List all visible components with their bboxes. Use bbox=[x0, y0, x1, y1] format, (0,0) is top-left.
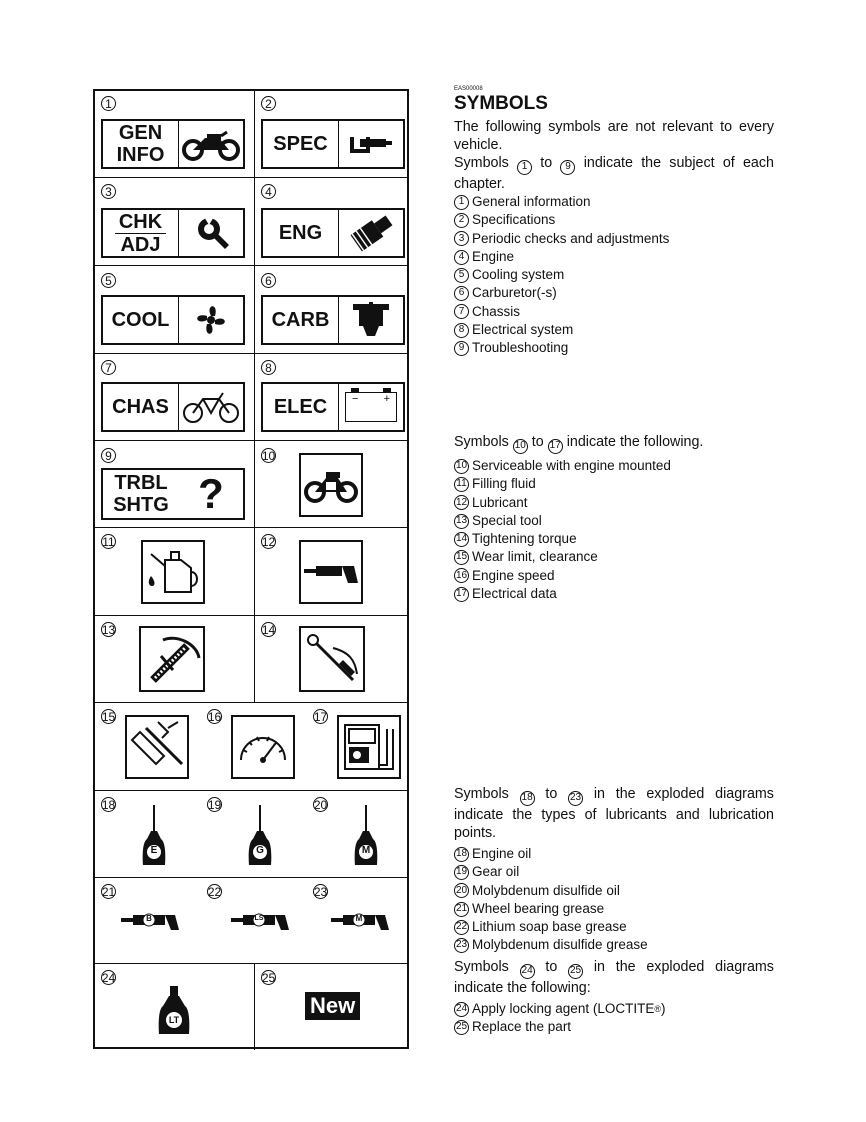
list-item bbox=[454, 845, 774, 863]
item-label: Apply locking agent (LOCTITE bbox=[472, 1001, 655, 1016]
symbol-label: COOL bbox=[111, 309, 170, 331]
part-list bbox=[454, 1000, 774, 1037]
item-label: Electrical data bbox=[472, 586, 557, 602]
symbol-row bbox=[95, 528, 407, 616]
list-item bbox=[454, 1018, 774, 1036]
para-word: to bbox=[545, 786, 558, 802]
item-number: 11 bbox=[454, 477, 469, 492]
item-number: 10 bbox=[454, 459, 469, 474]
intro-paragraph bbox=[454, 118, 774, 193]
para-word: Symbols bbox=[454, 786, 509, 802]
inline-number: 1 bbox=[517, 160, 532, 175]
list-item bbox=[454, 585, 774, 603]
list-item bbox=[454, 900, 774, 918]
list-item bbox=[454, 339, 774, 357]
new-part-badge: New bbox=[305, 992, 360, 1020]
item-label: Serviceable with engine mounted bbox=[472, 458, 671, 473]
symbol-label: SHTG bbox=[113, 494, 169, 516]
gen-info-symbol bbox=[101, 119, 245, 169]
torque-wrench-icon bbox=[299, 626, 365, 692]
cell-divider bbox=[254, 528, 255, 615]
paragraph-4 bbox=[454, 958, 774, 997]
symbol-number: 4 bbox=[261, 184, 276, 199]
molybdenum-oil-icon bbox=[353, 803, 379, 872]
list-item bbox=[454, 193, 774, 211]
symbol-label: CHAS bbox=[112, 396, 169, 418]
item-label: Molybdenum disulfide grease bbox=[472, 937, 648, 953]
item-label: Engine bbox=[472, 248, 515, 264]
grease-letter: B bbox=[146, 914, 152, 923]
symbol-number: 13 bbox=[101, 622, 116, 637]
caliper-icon bbox=[339, 121, 403, 167]
oil-letter: E bbox=[150, 845, 158, 856]
symbol-row bbox=[95, 878, 407, 964]
list-item bbox=[454, 266, 774, 284]
symbol-label: INFO bbox=[116, 144, 165, 166]
para-word: to bbox=[545, 959, 558, 975]
item-number: 16 bbox=[454, 568, 469, 583]
grease-gun-icon bbox=[299, 540, 363, 604]
symbol-label: CARB bbox=[271, 309, 330, 331]
symbol-number: 21 bbox=[101, 884, 116, 899]
paragraph-2 bbox=[454, 433, 774, 454]
symbol-number: 19 bbox=[207, 797, 222, 812]
symbol-number: 17 bbox=[313, 709, 328, 724]
item-label: Electrical system bbox=[472, 322, 574, 338]
item-label: General information bbox=[472, 194, 591, 209]
item-label: Periodic checks and adjustments bbox=[472, 230, 670, 246]
item-label: Filling fluid bbox=[472, 476, 536, 492]
item-number: 19 bbox=[454, 865, 469, 880]
symbol-row bbox=[95, 791, 407, 878]
para-word: to bbox=[531, 434, 544, 450]
symbol-number: 3 bbox=[101, 184, 116, 199]
item-label: Troubleshooting bbox=[472, 340, 569, 356]
symbol-row bbox=[95, 616, 407, 703]
para-word: Symbols bbox=[454, 155, 509, 171]
symbol-label: ENG bbox=[278, 222, 323, 244]
para-word: in the exploded diagrams indicate the following: bbox=[454, 959, 774, 996]
para-word: indicate the following. bbox=[566, 434, 704, 450]
item-number: 13 bbox=[454, 514, 469, 529]
item-number: 15 bbox=[454, 550, 469, 565]
list-item bbox=[454, 321, 774, 339]
cell-divider bbox=[254, 91, 255, 177]
fan-icon bbox=[179, 297, 243, 343]
item-number: 1 bbox=[454, 195, 469, 210]
molybdenum-grease-icon bbox=[331, 912, 393, 937]
locking-agent-icon bbox=[157, 984, 191, 1041]
trbl-shtg-symbol bbox=[101, 468, 245, 520]
cool-symbol bbox=[101, 295, 245, 345]
eng-symbol bbox=[261, 208, 405, 258]
symbol-number: 16 bbox=[207, 709, 222, 724]
list-item bbox=[454, 303, 774, 321]
lubricant-list bbox=[454, 845, 774, 955]
cell-divider bbox=[254, 616, 255, 702]
item-label: Wear limit, clearance bbox=[472, 549, 598, 565]
inline-number: 24 bbox=[520, 964, 535, 979]
symbol-label: GEN bbox=[118, 122, 163, 144]
symbol-number: 9 bbox=[101, 448, 116, 463]
item-number: 25 bbox=[454, 1020, 469, 1035]
item-tail: ) bbox=[660, 1001, 666, 1016]
wheel-bearing-grease-icon bbox=[121, 912, 183, 937]
list-item bbox=[454, 494, 774, 512]
symbol-row bbox=[95, 441, 407, 528]
carb-symbol bbox=[261, 295, 405, 345]
item-label: Replace the part bbox=[472, 1019, 572, 1035]
item-number: 5 bbox=[454, 268, 469, 283]
list-item bbox=[454, 882, 774, 900]
inline-number: 18 bbox=[520, 791, 535, 806]
item-label: Wheel bearing grease bbox=[472, 900, 605, 916]
grease-letter: LS bbox=[254, 915, 264, 922]
battery-icon bbox=[339, 384, 403, 430]
section-code: EAS00008 bbox=[454, 86, 483, 92]
grease-letter: M bbox=[355, 914, 363, 923]
para-word: to bbox=[540, 155, 553, 171]
cell-divider bbox=[254, 178, 255, 265]
symbol-label: ADJ bbox=[120, 233, 161, 256]
symbol-row bbox=[95, 354, 407, 441]
item-label: Tightening torque bbox=[472, 531, 577, 547]
multimeter-icon bbox=[337, 715, 401, 779]
symbol-number: 25 bbox=[261, 970, 276, 985]
item-number: 9 bbox=[454, 341, 469, 356]
carburetor-icon bbox=[339, 297, 403, 343]
motorcycle-engine-mounted-icon bbox=[299, 453, 363, 517]
lt-letter: LT bbox=[168, 1015, 180, 1025]
list-item bbox=[454, 248, 774, 266]
item-number: 2 bbox=[454, 213, 469, 228]
symbol-number: 8 bbox=[261, 360, 276, 375]
item-number: 12 bbox=[454, 495, 469, 510]
item-number: 23 bbox=[454, 938, 469, 953]
question-icon: ? bbox=[198, 470, 224, 517]
item-label: Molybdenum disulfide oil bbox=[472, 882, 620, 898]
item-number: 18 bbox=[454, 847, 469, 862]
item-label: Gear oil bbox=[472, 864, 520, 880]
cell-divider bbox=[254, 266, 255, 353]
symbol-number: 15 bbox=[101, 709, 116, 724]
inline-number: 17 bbox=[548, 439, 563, 454]
item-number: 21 bbox=[454, 902, 469, 917]
intro-text: The following symbols are not relevant to every vehicle. bbox=[454, 119, 774, 153]
item-number: 20 bbox=[454, 883, 469, 898]
item-number: 7 bbox=[454, 304, 469, 319]
list-item bbox=[454, 863, 774, 881]
symbol-row bbox=[95, 703, 407, 791]
list-item bbox=[454, 512, 774, 530]
symbol-row bbox=[95, 91, 407, 178]
symbol-label: CHK bbox=[115, 211, 166, 234]
item-label: Engine oil bbox=[472, 846, 532, 861]
item-number: 6 bbox=[454, 286, 469, 301]
symbol-number: 7 bbox=[101, 360, 116, 375]
cell-divider bbox=[254, 354, 255, 440]
inline-number: 10 bbox=[513, 439, 528, 454]
oil-letter: G bbox=[256, 845, 264, 856]
item-label: Specifications bbox=[472, 212, 556, 228]
symbol-number: 24 bbox=[101, 970, 116, 985]
inline-number: 25 bbox=[568, 964, 583, 979]
item-label: Engine speed bbox=[472, 567, 555, 583]
subject-list bbox=[454, 193, 774, 358]
list-item bbox=[454, 230, 774, 248]
item-number: 17 bbox=[454, 587, 469, 602]
symbol-number: 1 bbox=[101, 96, 116, 111]
symbol-number: 23 bbox=[313, 884, 328, 899]
chas-symbol bbox=[101, 382, 245, 432]
symbol-number: 10 bbox=[261, 448, 276, 463]
item-label: Cooling system bbox=[472, 267, 565, 283]
inline-number: 23 bbox=[568, 791, 583, 806]
symbol-row bbox=[95, 266, 407, 354]
gear-oil-icon bbox=[247, 803, 273, 872]
item-label: Special tool bbox=[472, 512, 542, 528]
frame-icon bbox=[179, 384, 243, 430]
symbol-row bbox=[95, 178, 407, 266]
elec-symbol bbox=[261, 382, 405, 432]
oil-can-icon bbox=[141, 540, 205, 604]
oil-letter: M bbox=[361, 845, 371, 856]
item-label: Lithium soap base grease bbox=[472, 919, 627, 935]
list-item bbox=[454, 284, 774, 302]
list-item bbox=[454, 475, 774, 493]
symbol-number: 22 bbox=[207, 884, 222, 899]
para-word: in the exploded diagrams indicate the types of lubricants and lubrication points. bbox=[454, 786, 774, 841]
item-number: 22 bbox=[454, 920, 469, 935]
symbol-label: ELEC bbox=[273, 396, 328, 418]
item-label: Chassis bbox=[472, 303, 521, 319]
symbol-row bbox=[95, 964, 407, 1050]
list-item bbox=[454, 936, 774, 954]
symbol-grid bbox=[93, 89, 409, 1049]
symbol-number: 6 bbox=[261, 273, 276, 288]
battery-minus: − bbox=[352, 393, 359, 405]
symbol-number: 11 bbox=[102, 534, 115, 549]
para-word: Symbols bbox=[454, 959, 509, 975]
list-item bbox=[454, 457, 774, 475]
engine-oil-icon bbox=[141, 803, 167, 872]
symbol-label: SPEC bbox=[273, 133, 328, 155]
list-item bbox=[454, 548, 774, 566]
list-item bbox=[454, 1000, 774, 1018]
following-list bbox=[454, 457, 774, 603]
registered-mark: ® bbox=[654, 1004, 661, 1014]
symbol-number: 18 bbox=[101, 797, 116, 812]
item-number: 14 bbox=[454, 532, 469, 547]
symbol-label: TRBL bbox=[114, 472, 168, 494]
cell-divider bbox=[254, 441, 255, 527]
inline-number: 9 bbox=[560, 160, 575, 175]
lithium-soap-grease-icon bbox=[231, 912, 293, 937]
battery-plus: + bbox=[383, 393, 390, 405]
vernier-caliper-icon bbox=[125, 715, 189, 779]
page-title: SYMBOLS bbox=[454, 93, 548, 114]
motorcycle-icon bbox=[179, 121, 243, 167]
symbol-number: 14 bbox=[261, 622, 276, 637]
item-number: 4 bbox=[454, 250, 469, 265]
list-item bbox=[454, 211, 774, 229]
paragraph-3 bbox=[454, 785, 774, 842]
item-label: Lubricant bbox=[472, 494, 528, 510]
item-number: 24 bbox=[454, 1002, 469, 1017]
wrench-icon bbox=[179, 210, 243, 256]
spec-symbol bbox=[261, 119, 405, 169]
cell-divider bbox=[254, 964, 255, 1050]
list-item bbox=[454, 530, 774, 548]
list-item bbox=[454, 918, 774, 936]
piston-icon bbox=[339, 210, 403, 256]
symbol-number: 12 bbox=[261, 534, 276, 549]
item-number: 3 bbox=[454, 231, 469, 246]
item-number: 8 bbox=[454, 323, 469, 338]
para-word: Symbols bbox=[454, 434, 509, 450]
special-tool-icon bbox=[139, 626, 205, 692]
intro-text-2 bbox=[454, 154, 774, 193]
symbol-number: 5 bbox=[101, 273, 116, 288]
list-item bbox=[454, 567, 774, 585]
para-word: indicate the subject of each chapter. bbox=[454, 155, 774, 192]
symbol-number: 20 bbox=[313, 797, 328, 812]
symbol-number: 2 bbox=[261, 96, 276, 111]
chk-adj-symbol bbox=[101, 208, 245, 258]
tachometer-icon bbox=[231, 715, 295, 779]
item-label: Carburetor(-s) bbox=[472, 285, 557, 301]
